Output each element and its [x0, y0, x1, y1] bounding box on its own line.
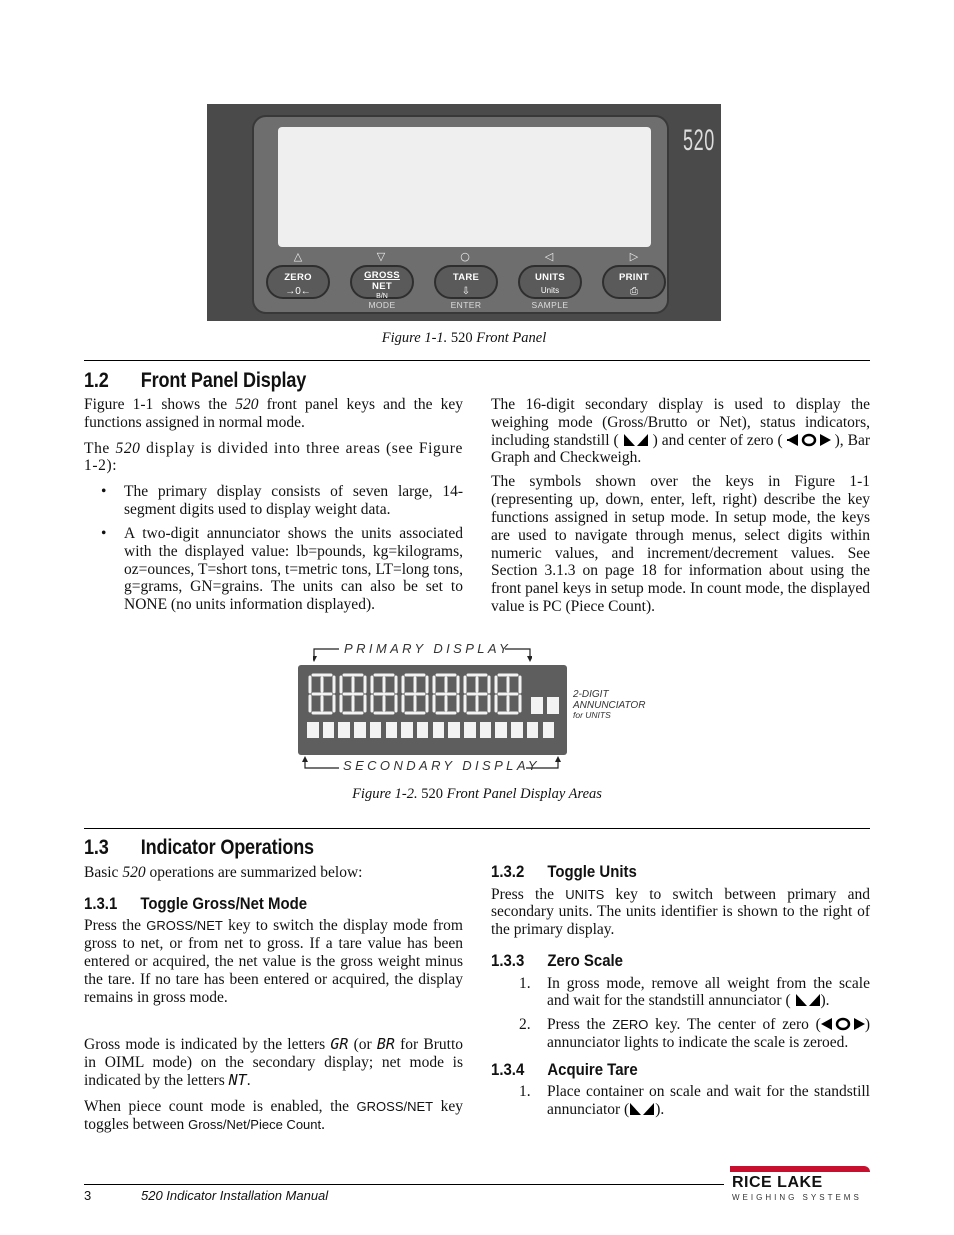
- zero-key[interactable]: ZERO →0←: [266, 265, 330, 299]
- print-icon: ⎙: [630, 285, 638, 297]
- footer-rule: [84, 1184, 724, 1185]
- figure-1-1-caption: Figure 1-1. 520 Front Panel: [381, 330, 547, 346]
- primary-digit: [403, 675, 427, 713]
- paragraph: Basic 520 operations are summarized below:: [84, 864, 363, 881]
- standstill-icon: [629, 1102, 655, 1116]
- secondary-digit: [495, 722, 507, 738]
- secondary-digit: [480, 722, 492, 738]
- paragraph: The 16-digit secondary display is used to display the weighing mode (Gross/Brutto or Net), status indicators, including standstill ( ) and center of zero ( ), Bar Graph and Checkweigh.: [491, 396, 871, 467]
- paragraph: Figure 1-1 shows the 520 front panel keys and the key functions assigned in normal mode.: [84, 396, 463, 431]
- annunciator-digit: [531, 697, 543, 714]
- secondary-display-label: SECONDARY DISPLAY: [343, 758, 540, 773]
- center-of-zero-icon: [821, 1017, 865, 1031]
- secondary-digit: [354, 722, 366, 738]
- primary-bracket-left: [313, 646, 341, 662]
- section-rule-1-3: [84, 828, 870, 829]
- section-1-3-3-heading: 1.3.3 Zero Scale: [491, 950, 623, 970]
- secondary-digit: [417, 722, 429, 738]
- zero-scale-steps: [491, 975, 870, 1052]
- paragraph: Press the UNITS key to switch between primary and secondary units. The units identifier is shown to the right of the primary display.: [491, 885, 870, 939]
- up-arrow-icon: △: [293, 250, 303, 263]
- secondary-digit: [307, 722, 319, 738]
- down-arrow-icon: ▽: [376, 250, 386, 263]
- section-1-2-right-column: [491, 396, 870, 616]
- paragraph: The symbols shown over the keys in Figure 1-1 (representing up, down, enter, left, right) describe the key functions assigned in setup mode. In setup mode, the keys are used to navigate through menus, select digits within numeric values, and increment/decrement values. See Section 3.1.3 on page 18 for information about using the front panel keys in setup mode. In count mode, the displayed value is PC (Piece Count).: [491, 473, 870, 615]
- logo-brand-text: RICE LAKE: [732, 1174, 823, 1191]
- tare-key[interactable]: TARE ⇩: [434, 265, 498, 299]
- front-panel-screen: [278, 127, 651, 247]
- secondary-digit: [511, 722, 523, 738]
- primary-digit: [434, 675, 458, 713]
- right-arrow-icon: ▷: [629, 250, 639, 263]
- secondary-digit: [448, 722, 460, 738]
- page-number: 3: [84, 1188, 92, 1203]
- figure-1-2-caption: Figure 1-2. 520 Front Panel Display Areas: [352, 786, 602, 802]
- primary-digits: [308, 673, 533, 715]
- secondary-bracket-right: [524, 756, 564, 772]
- print-key[interactable]: PRINT ⎙: [602, 265, 666, 299]
- secondary-digit: [370, 722, 382, 738]
- list-item: 1. In gross mode, remove all weight from the scale and wait for the standstill annunciator ( ).: [519, 974, 870, 1010]
- paragraph: When piece count mode is enabled, the GROSS/NET key toggles between Gross/Net/Piece Count.: [84, 1097, 464, 1133]
- primary-digit: [465, 675, 489, 713]
- section-1-3-heading: 1.3 Indicator Operations: [84, 836, 314, 859]
- section-1-3-4-heading: 1.3.4 Acquire Tare: [491, 1059, 638, 1079]
- section-1-3-2-heading: 1.3.2 Toggle Units: [491, 862, 637, 881]
- annunciator-label: 2-DIGIT ANNUNCIATOR for UNITS: [573, 689, 646, 720]
- secondary-digit: [527, 722, 539, 738]
- section-rule-1-2: [84, 360, 870, 361]
- sample-label: SAMPLE: [531, 300, 569, 310]
- tare-icon: ⇩: [461, 285, 471, 297]
- section-1-2-heading: 1.2 Front Panel Display: [84, 369, 307, 392]
- enter-circle-icon: ○: [460, 250, 470, 263]
- mode-label: MODE: [368, 300, 396, 310]
- primary-digit: [496, 675, 520, 713]
- primary-digit: [372, 675, 396, 713]
- secondary-digit: [338, 722, 350, 738]
- figure-1-2: [298, 640, 658, 780]
- list-item: • A two-digit annunciator shows the units associated with the displayed value: lb=pounds, kg=kilograms, oz=ounces, T=short tons, t=metric tons, LT=long tons, g=grams, GN=grains. The units can also be set to NONE (no units information displayed).: [84, 525, 463, 614]
- logo-sub-text: WEIGHING SYSTEMS: [732, 1193, 862, 1202]
- display-diagram: [298, 665, 567, 755]
- secondary-digit: [543, 722, 555, 738]
- section-1-2-left-column: [84, 396, 463, 620]
- list-item: • The primary display consists of seven large, 14-segment digits used to display weight data.: [84, 483, 463, 519]
- paragraph: Press the GROSS/NET key to switch the display mode from gross to net, or from net to gross. If a tare value has been entered or acquired, the net value is the gross weight minus the tare. If no tare has been entered or acquired, the display remains in gross mode.: [84, 917, 463, 1006]
- standstill-icon: [623, 433, 649, 447]
- gross-net-key[interactable]: GROSS NET B/N: [350, 265, 414, 299]
- annunciator-digit: [547, 697, 559, 714]
- secondary-digit: [464, 722, 476, 738]
- units-key[interactable]: UNITS Units: [518, 265, 582, 299]
- list-item: 2. Press the ZERO key. The center of zero ( ) annunciator lights to indicate the scale is zeroed.: [519, 1016, 870, 1051]
- primary-bracket-right: [504, 646, 532, 662]
- secondary-digit: [323, 722, 335, 738]
- left-arrow-icon: ◁: [544, 250, 554, 263]
- primary-digit: [341, 675, 365, 713]
- secondary-digits: [307, 722, 559, 738]
- manual-title: 520 Indicator Installation Manual: [141, 1188, 329, 1203]
- primary-digit: [310, 675, 334, 713]
- display-areas-list: [84, 483, 463, 614]
- paragraph: Gross mode is indicated by the letters GR (or BR for Brutto in OIML mode) on the secondary display; net mode is indicated by the letters NT.: [84, 1035, 464, 1090]
- secondary-digit: [401, 722, 413, 738]
- standstill-icon: [795, 993, 821, 1007]
- secondary-digit: [386, 722, 398, 738]
- paragraph: The 520 display is divided into three areas (see Figure 1-2):: [84, 439, 464, 475]
- section-1-3-right-column: [491, 862, 870, 1125]
- list-item: 1. Place container on scale and wait for the standstill annunciator ( ).: [519, 1083, 870, 1119]
- model-number: 520: [683, 124, 715, 157]
- rice-lake-logo: [730, 1166, 870, 1202]
- center-of-zero-icon: →0←: [285, 285, 311, 297]
- secondary-digit: [433, 722, 445, 738]
- center-of-zero-icon: [787, 433, 831, 447]
- logo-red-bar: [730, 1166, 870, 1172]
- primary-display-label: PRIMARY DISPLAY: [344, 641, 512, 656]
- secondary-bracket-left: [301, 756, 341, 772]
- acquire-tare-steps: [491, 1083, 870, 1119]
- front-panel-figure: [207, 104, 721, 321]
- section-1-3-1-heading: 1.3.1 Toggle Gross/Net Mode: [84, 893, 308, 913]
- section-1-3-left-column: [84, 864, 463, 1133]
- enter-label: ENTER: [450, 300, 482, 310]
- front-panel-bezel: [252, 115, 669, 314]
